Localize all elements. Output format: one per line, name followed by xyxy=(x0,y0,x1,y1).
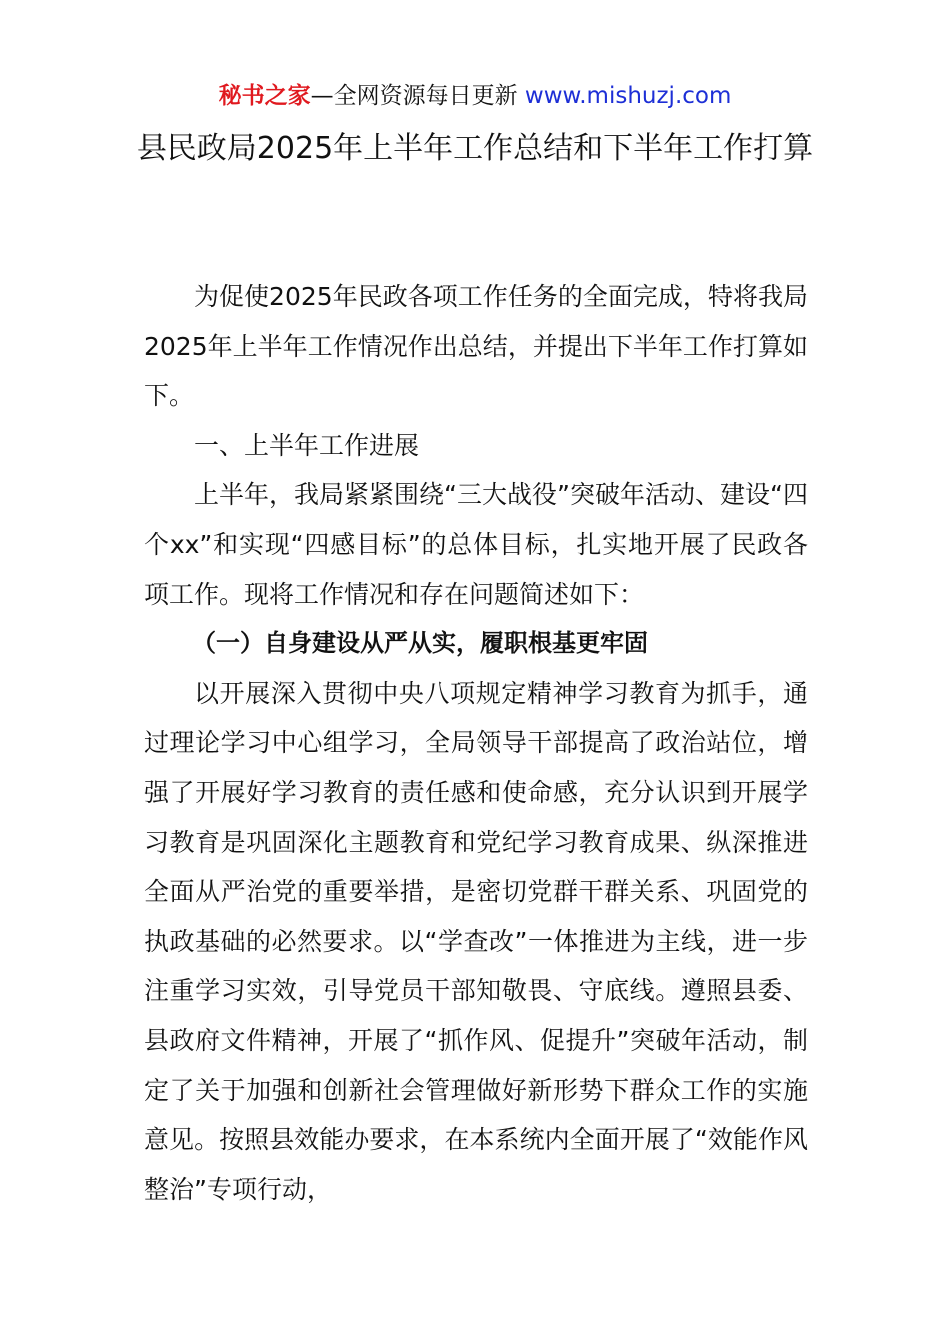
section-heading: 一、上半年工作进展 xyxy=(194,430,420,460)
header-url[interactable]: www.mishuzj.com xyxy=(524,83,732,109)
body-paragraph: 以开展深入贯彻中央八项规定精神学习教育为抓手，通过理论学习中心组学习，全局领导干部提高了政治站位，增强了开展好学习教育的责任感和使命感，充分认识到开展学习教育是巩固深化主题教育和党纪学习教育成果、纵深推进全面从严治党的重要举措，是密切党群干群关系、巩固党的执政基础的必然要求。以“学查改”一体推进为主线，进一步注重学习实效，引导党员干部知敬畏、守底线。遵照县委、县政府文件精神，开展了“抓作风、促提升”突破年活动，制定了关于加强和创新社会管理做好新形势下群众工作的实施意见。按照县效能办要求，在本系统内全面开展了“效能作风整治”专项行动， xyxy=(144,678,808,1204)
site-header xyxy=(0,80,950,112)
brand-name: 秘书之家 xyxy=(218,83,311,109)
subsection-heading: （一）自身建设从严从实，履职根基更牢固 xyxy=(192,629,648,658)
intro-paragraph: 为促使2025年民政各项工作任务的全面完成，特将我局2025年上半年工作情况作出总结，并提出下半年工作打算如下。 xyxy=(144,282,808,411)
body-paragraph: 上半年，我局紧紧围绕“三大战役”突破年活动、建设“四个xx”和实现“四感目标”的总体目标，扎实地开展了民政各项工作。现将工作情况和存在问题简述如下： xyxy=(144,480,808,609)
document-body xyxy=(144,272,808,1214)
document-title: 县民政局2025年上半年工作总结和下半年工作打算 xyxy=(136,131,814,166)
header-slogan: —全网资源每日更新 xyxy=(310,83,525,109)
